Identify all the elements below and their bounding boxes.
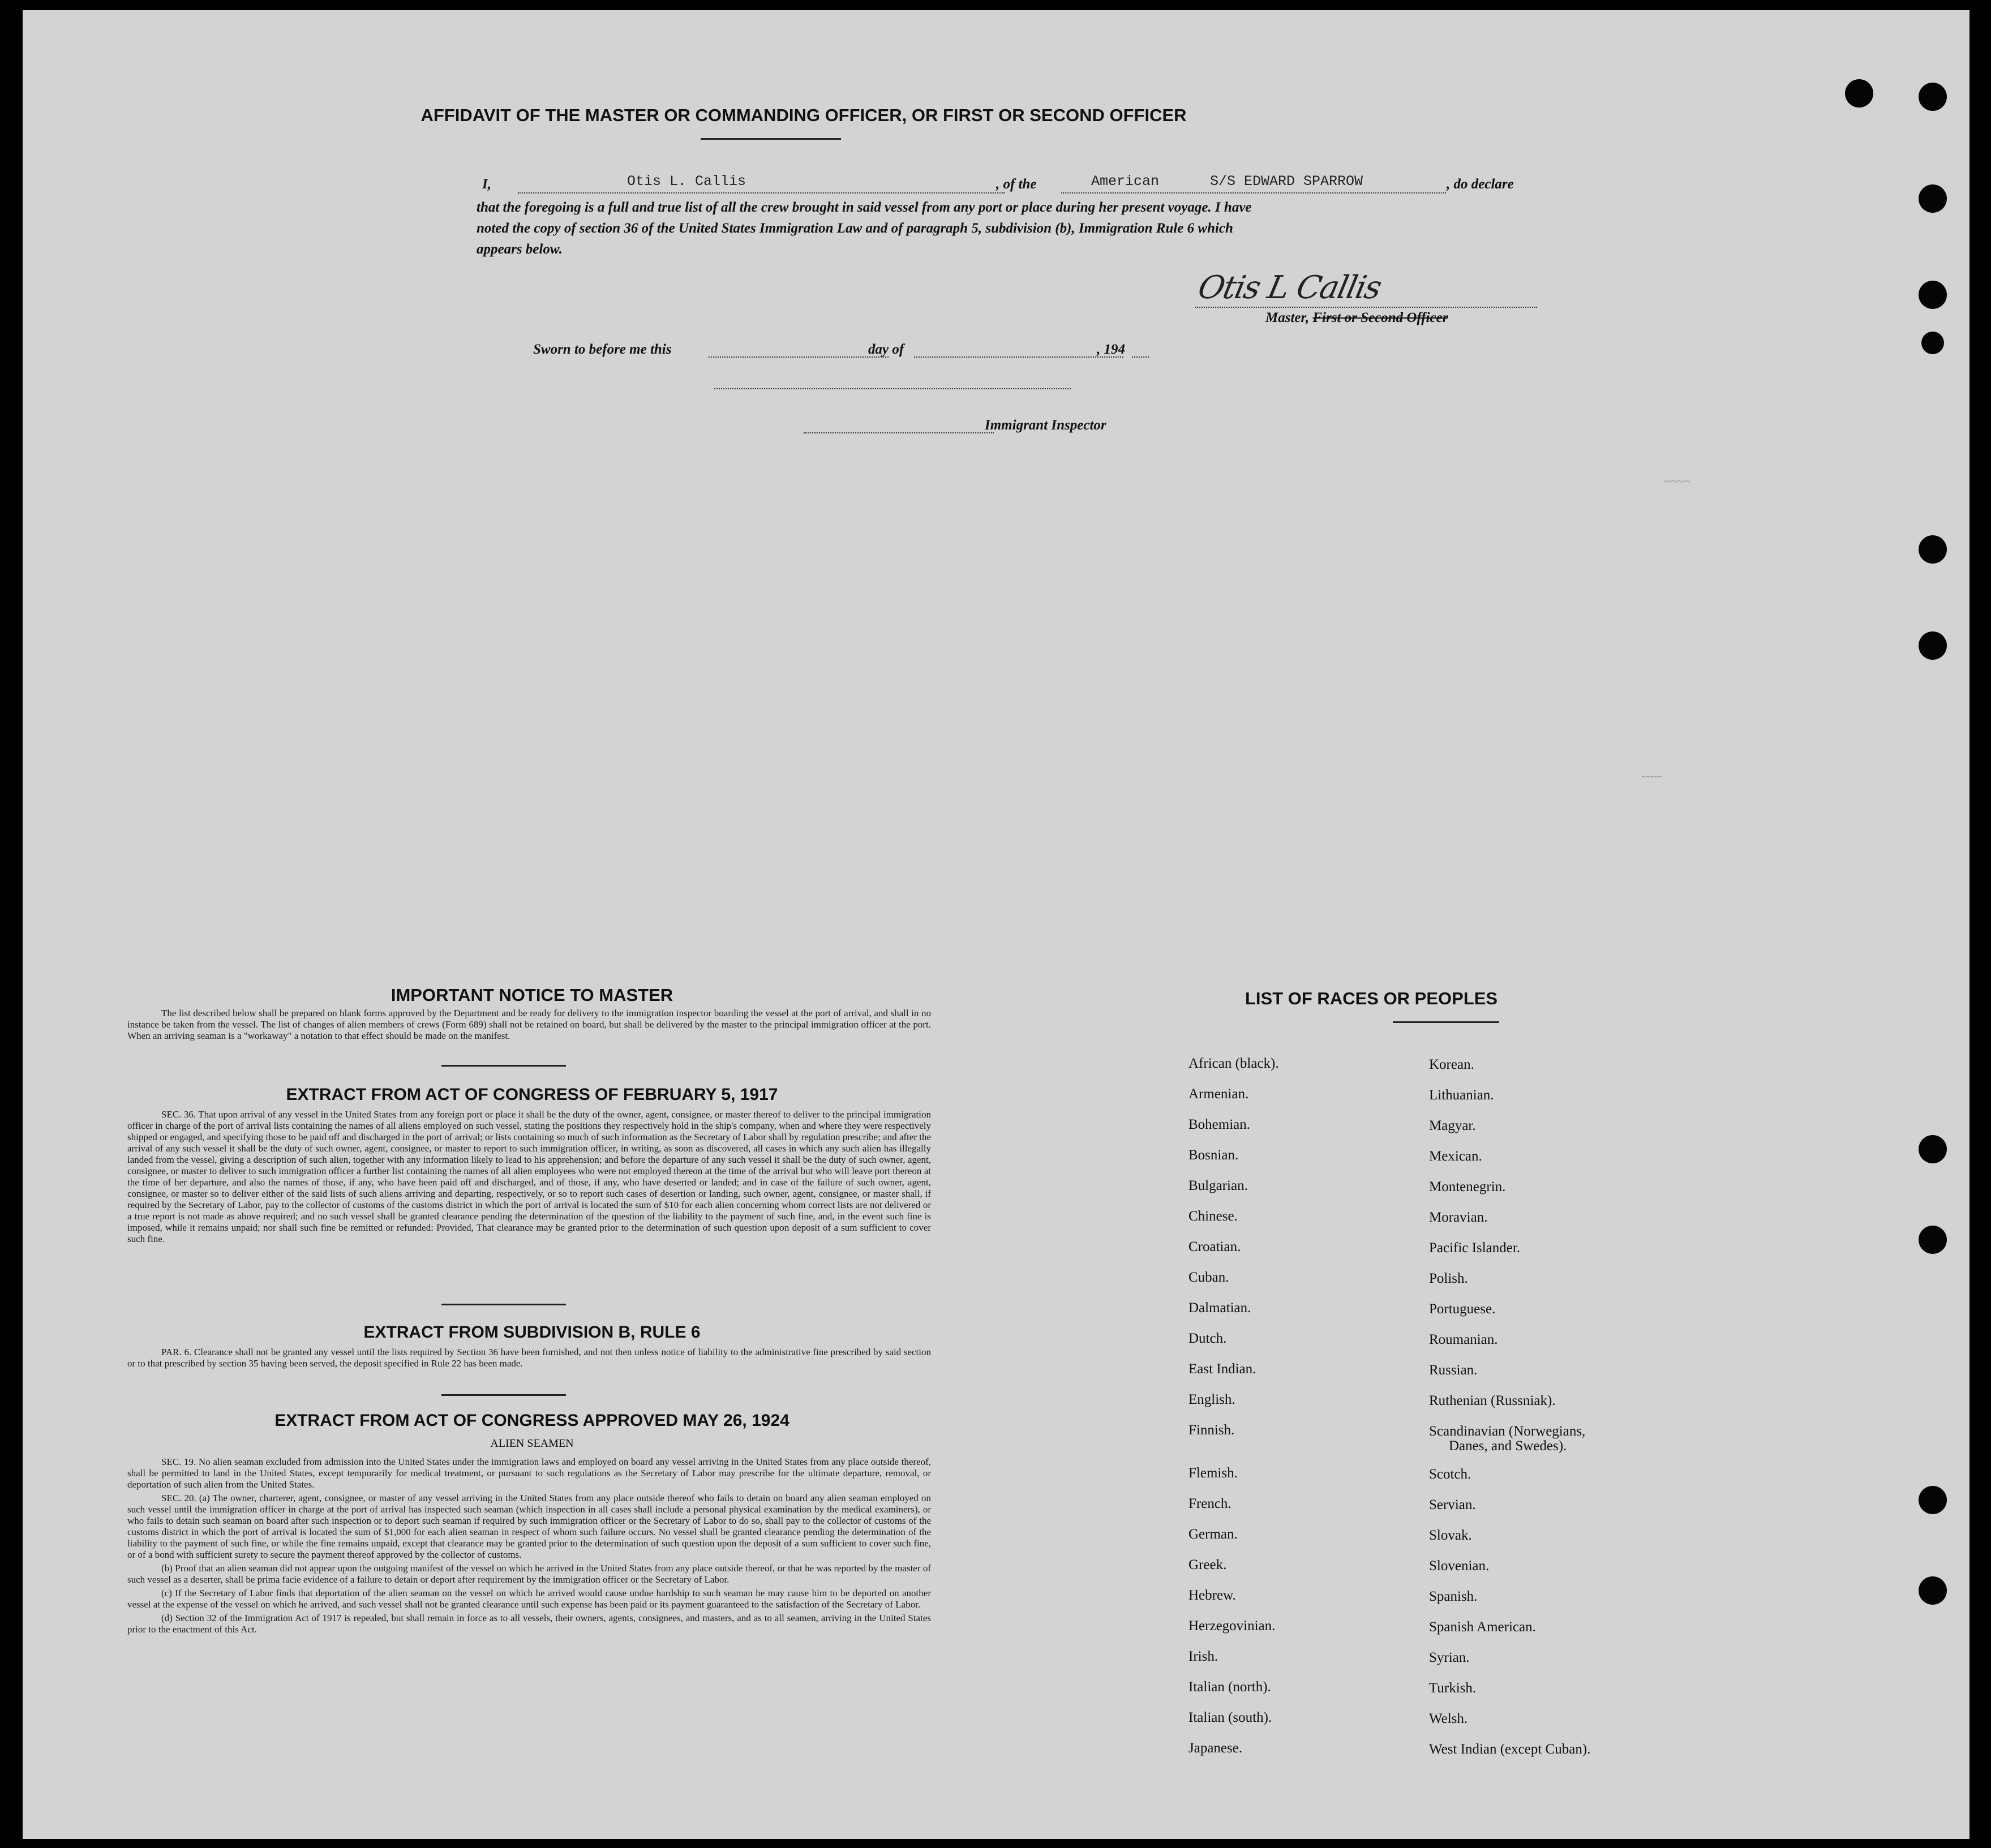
affidavit-text-line-3: appears below.	[477, 242, 563, 257]
race-item: Irish.	[1188, 1649, 1218, 1664]
year-blank	[1132, 356, 1149, 358]
notice-text-block	[127, 1008, 931, 1044]
affidavit-title: AFFIDAVIT OF THE MASTER OR COMMANDING OFFICER, OR FIRST OR SECOND OFFICER	[420, 105, 1187, 125]
sec-20c-text: (c) If the Secretary of Labor finds that deportation of the alien seaman on the vessel on which he arrived would cause undue hardship to such seaman he may cause him to be deported on another vessel at the expense of the vessel on which he arrived, and such vessel shall not be granted clearance until such expense has been paid or its payment guaranteed to the satisfaction of the Secretary of Labor.	[127, 1588, 931, 1610]
extract-1917-text-block	[127, 1109, 931, 1247]
section-divider	[441, 1304, 566, 1305]
punch-hole	[1919, 184, 1947, 213]
rule-6-text-block	[127, 1347, 931, 1372]
race-item: Moravian.	[1429, 1210, 1488, 1225]
of-the-label: , of the	[996, 177, 1037, 192]
section-divider	[441, 1394, 566, 1396]
race-item: Finnish.	[1188, 1422, 1235, 1438]
extract-1924-text-block	[127, 1456, 931, 1638]
sec-20b-text: (b) Proof that an alien seaman did not appear upon the outgoing manifest of the vessel on which he arrived in the United States from any place outside thereof, or that he was reported by the master of such vessel as a deserter, shall be prima facie evidence of a failure to detain or deport after requirement by the immigration officer or the Secretary of Labor.	[127, 1563, 931, 1585]
race-item: Japanese.	[1188, 1740, 1243, 1756]
race-item: African (black).	[1188, 1056, 1279, 1071]
vessel-name: S/S EDWARD SPARROW	[1210, 173, 1363, 190]
punch-hole	[1919, 83, 1947, 111]
punch-hole	[1919, 1576, 1947, 1605]
bleed-through-mark: -----	[1641, 768, 1662, 783]
race-item: Ruthenian (Russniak).	[1429, 1393, 1556, 1408]
inspector-signature-blank	[714, 388, 1071, 389]
race-item: Montenegrin.	[1429, 1179, 1506, 1194]
punch-hole	[1845, 79, 1873, 108]
race-item: Portuguese.	[1429, 1301, 1496, 1317]
race-item: Flemish.	[1188, 1465, 1238, 1481]
signature-caption	[1265, 310, 1448, 326]
punch-hole	[1919, 281, 1947, 309]
punch-hole	[1919, 1226, 1947, 1254]
document-page	[23, 10, 1969, 1839]
race-item: Italian (south).	[1188, 1710, 1272, 1725]
race-item: West Indian (except Cuban).	[1429, 1742, 1591, 1757]
race-item: Greek.	[1188, 1557, 1227, 1572]
race-item-continued: Danes, and Swedes).	[1449, 1438, 1567, 1454]
punch-hole	[1919, 1135, 1947, 1163]
signature-caption-master: Master,	[1265, 310, 1310, 325]
alien-seamen-subheading: ALIEN SEAMEN	[490, 1437, 574, 1450]
race-item: Russian.	[1429, 1363, 1478, 1378]
sec-20a-text: SEC. 20. (a) The owner, charterer, agent, consignee, or master of any vessel arriving in the United States from any place outside thereof who fails to detain on board any alien seaman employed on such vessel until the immigration officer in charge at the port of arrival has inspected such seaman (which inspection in all cases shall include a personal physical examination by the medical examiners), or who fails to detain such seaman on board after such inspection or to deport such seaman if required by such immigration officer or the Secretary of Labor to do so, shall pay to the collector of customs of the customs district in which the port of arrival is located the sum of $1,000 for each alien seaman in respect of whom such failure occurs. No vessel shall be granted clearance pending the determination of the liability to the payment of such fine, or while the fine remains unpaid, except that clearance may be granted prior to the determination of such question upon the deposit of a sum sufficient to cover such fine, or of a bond with sufficient surety to secure the payment thereof approved by the collector of customs.	[127, 1493, 931, 1560]
race-item: Roumanian.	[1429, 1332, 1498, 1347]
race-item: Italian (north).	[1188, 1679, 1271, 1695]
sworn-date-blank	[709, 356, 889, 358]
sec-20d-text: (d) Section 32 of the Immigration Act of 1917 is repealed, but shall remain in force as to all vessels, their owners, agents, consignees, and masters, and as to all seamen, arriving in the United States prior to the enactment of this Act.	[127, 1613, 931, 1635]
race-item: Bohemian.	[1188, 1117, 1251, 1132]
punch-hole	[1919, 535, 1947, 564]
signature-caption-struck: First or Second Officer	[1312, 310, 1448, 325]
sworn-text: Sworn to before me this	[533, 342, 672, 357]
race-item: Polish.	[1429, 1271, 1468, 1286]
race-item: Dalmatian.	[1188, 1300, 1251, 1316]
punch-hole	[1919, 1486, 1947, 1514]
race-item: Armenian.	[1188, 1086, 1249, 1102]
bleed-through-mark: ~~~~	[1664, 474, 1691, 488]
race-item: Spanish American.	[1429, 1619, 1536, 1635]
race-item: French.	[1188, 1496, 1231, 1511]
do-declare-label: , do declare	[1447, 177, 1514, 192]
section-divider	[441, 1065, 566, 1067]
race-item: Spanish.	[1429, 1589, 1478, 1604]
nationality: American	[1091, 173, 1160, 190]
race-item: Turkish.	[1429, 1681, 1477, 1696]
race-item: German.	[1188, 1527, 1238, 1542]
inspector-title-blank	[804, 432, 994, 433]
race-item: Slovak.	[1429, 1528, 1472, 1543]
race-item: Korean.	[1429, 1057, 1474, 1072]
race-item: East Indian.	[1188, 1361, 1256, 1377]
races-divider	[1393, 1021, 1499, 1023]
par-6-text: PAR. 6. Clearance shall not be granted any vessel until the lists required by Section 36 have been furnished, and not then unless notice of liability to the administrative fine prescribed by said section or to that prescribed by section 35 having been served, the deposit specified in Rule 22 has been made.	[127, 1347, 931, 1369]
race-item: Scandinavian (Norwegians,	[1429, 1424, 1586, 1439]
extract-1924-heading: EXTRACT FROM ACT OF CONGRESS APPROVED MAY 26, 1924	[274, 1411, 789, 1430]
title-divider	[701, 138, 841, 140]
rule-6-heading: EXTRACT FROM SUBDIVISION B, RULE 6	[363, 1323, 701, 1342]
notice-heading: IMPORTANT NOTICE TO MASTER	[391, 985, 673, 1005]
master-name: Otis L. Callis	[627, 173, 746, 190]
affidavit-i-label: I,	[482, 177, 491, 192]
race-item: Pacific Islander.	[1429, 1240, 1521, 1256]
races-heading: LIST OF RACES OR PEOPLES	[1245, 989, 1498, 1008]
race-item: Scotch.	[1429, 1467, 1471, 1482]
race-item: Bulgarian.	[1188, 1178, 1248, 1193]
year-label: , 194	[1097, 342, 1125, 357]
punch-hole	[1919, 631, 1947, 660]
race-item: Bosnian.	[1188, 1148, 1239, 1163]
race-item: Mexican.	[1429, 1149, 1482, 1164]
day-of-label: day of	[868, 342, 904, 357]
race-item: Servian.	[1429, 1497, 1476, 1512]
race-item: Syrian.	[1429, 1650, 1470, 1665]
name-blank-line	[518, 192, 1005, 194]
race-item: Slovenian.	[1429, 1558, 1490, 1574]
race-item: Cuban.	[1188, 1270, 1229, 1285]
punch-hole	[1921, 332, 1944, 354]
affidavit-text-line-2: noted the copy of section 36 of the United States Immigration Law and of paragraph 5, subdivision (b), Immigration Rule 6 which	[477, 221, 1233, 236]
sec-36-text: SEC. 36. That upon arrival of any vessel in the United States from any foreign port or place it shall be the duty of the owner, agent, consignee, or master thereof to deliver to the principal immigration officer in charge of the port of arrival lists containing the names of all aliens employed on such vessel, stating the positions they respectively hold in the ship's company, when and where they were respectively shipped or engaged, and specifying those to be paid off and discharged in the port of arrival; or lists containing so much of such information as the Secretary of Labor shall by regulation prescribe; and after the arrival of any such vessel it shall be the duty of such owner, agent, consignee, or master to report to such immigration officer, in writing, as soon as discovered, all cases in which any such alien has illegally landed from the vessel, giving a description of such alien, together with any information likely to lead to his apprehension; and before the departure of any such vessel it shall be the duty of such owner, agent, consignee, or master to deliver to such immigration officer a further list containing the names of all alien employees who were not employed thereon at the time of the arrival but who will leave port thereon at the time of her departure, and also the names of those, if any, who have been paid off and discharged, and of those, if any, who have deserted or landed; and in case of the failure of such owner, agent, consignee, or master so to deliver either of the said lists of such aliens arriving and departing, respectively, or so to report such cases of desertion or landing, such owner, agent, consignee, or master shall, if required by the Secretary of Labor, pay to the collector of customs of the customs district in which the port of arrival is located the sum of $10 for each alien concerning whom correct lists are not delivered or a true report is not made as above required; and no such vessel shall be granted clearance pending the determination of the question of the liability to the payment of such fine, and, in the event such fine is imposed, while it remains unpaid; nor shall such fine be remitted or refunded: Provided, That clearance may be granted prior to the determination of such question upon deposit of a sum sufficient to cover such fine.	[127, 1109, 931, 1244]
extract-1917-heading: EXTRACT FROM ACT OF CONGRESS OF FEBRUARY 5, 1917	[286, 1085, 778, 1104]
master-signature: Otis L Callis	[1195, 269, 1384, 306]
sec-19-text: SEC. 19. No alien seaman excluded from admission into the United States under the immigration laws and employed on board any vessel arriving in the United States from any place outside thereof, shall be permitted to land in the United States, except temporarily for medical treatment, or pursuant to such regulations as the Secretary of Labor may prescribe for the ultimate departure, removal, or deportation of such alien from the United States.	[127, 1456, 931, 1490]
signature-line	[1195, 307, 1537, 308]
inspector-label: Immigrant Inspector	[985, 418, 1106, 433]
race-item: Chinese.	[1188, 1209, 1238, 1224]
race-item: English.	[1188, 1392, 1235, 1407]
vessel-blank-line	[1061, 192, 1446, 194]
race-item: Lithuanian.	[1429, 1088, 1494, 1103]
notice-text: The list described below shall be prepared on blank forms approved by the Department and be ready for delivery to the immigration inspector boarding the vessel at the port of arrival, and shall in no instance be taken from the vessel. The list of changes of alien members of crews (Form 689) shall not be retained on board, but shall be delivered by the master to the principal immigration officer at the port. When an arriving seaman is a "workaway" a notation to that effect should be made on the manifest.	[127, 1008, 931, 1041]
race-item: Croatian.	[1188, 1239, 1241, 1254]
race-item: Hebrew.	[1188, 1588, 1236, 1603]
affidavit-text-line-1: that the foregoing is a full and true list of all the crew brought in said vessel from any port or place during her present voyage. I have	[477, 200, 1252, 215]
race-item: Herzegovinian.	[1188, 1618, 1276, 1634]
race-item: Welsh.	[1429, 1711, 1468, 1726]
race-item: Magyar.	[1429, 1118, 1476, 1133]
month-blank	[914, 356, 1123, 358]
race-item: Dutch.	[1188, 1331, 1227, 1346]
